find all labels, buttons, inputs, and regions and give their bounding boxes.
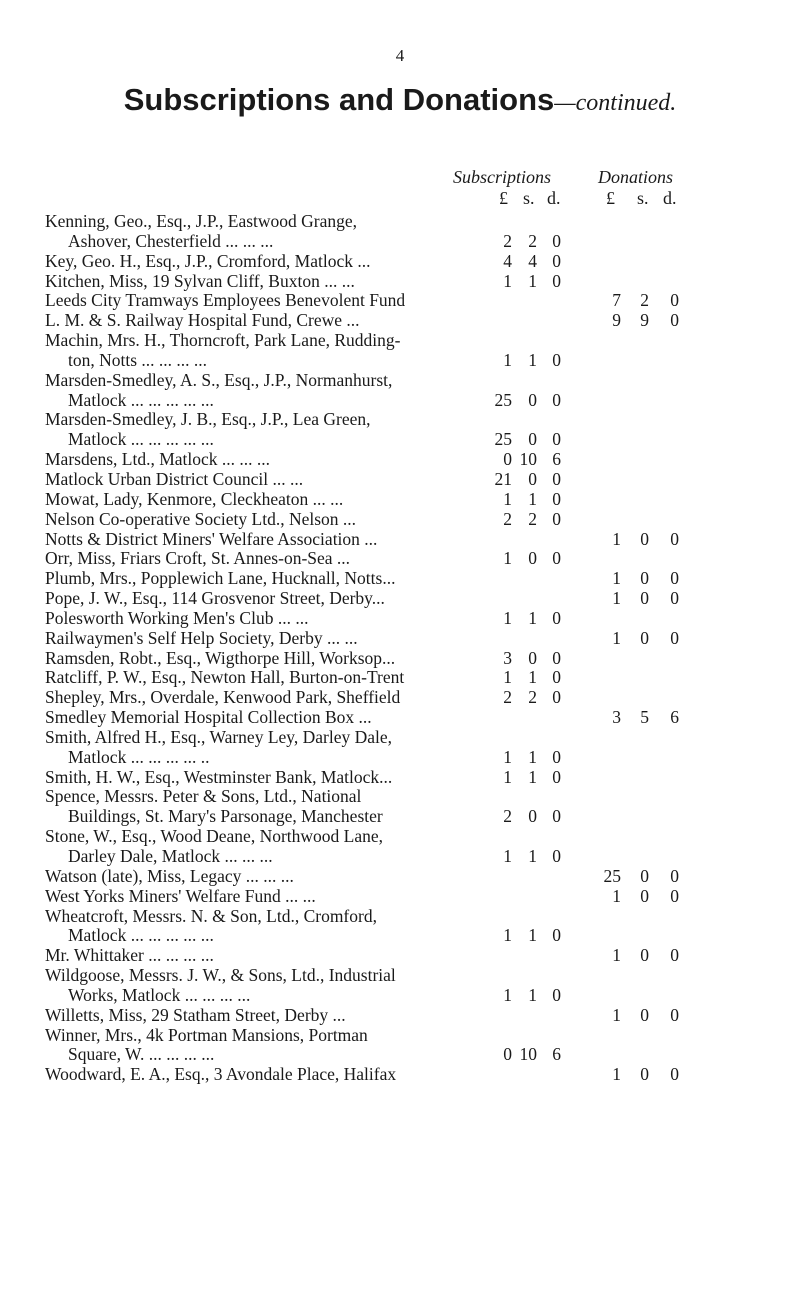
donation-pounds: 1 [612, 1004, 621, 1025]
ledger-row [0, 748, 800, 768]
donation-pence: 0 [670, 588, 679, 609]
donation-shillings: 0 [640, 885, 649, 906]
ledger-entry-text: Matlock ... ... ... ... ... [68, 389, 214, 410]
ledger-row [0, 232, 800, 252]
ledger-row [0, 1006, 800, 1026]
subscription-pence: 0 [552, 846, 561, 866]
ledger-entry-text: Willetts, Miss, 29 Statham Street, Derby ... [45, 1004, 346, 1025]
ledger-row [0, 787, 800, 807]
subscription-shillings: 2 [528, 687, 537, 708]
subscription-pounds: 0 [503, 1044, 512, 1065]
donation-shillings: 0 [640, 568, 649, 589]
subscription-pounds: 1 [503, 846, 512, 866]
subscription-shillings: 1 [528, 607, 537, 628]
donation-shillings: 0 [640, 588, 649, 609]
subscription-shillings: 10 [519, 449, 537, 470]
donation-pounds: 7 [612, 290, 621, 311]
ledger-entry-text: Matlock ... ... ... ... ... [68, 925, 214, 946]
donation-pence: 0 [670, 290, 679, 311]
subscription-pence: 0 [552, 746, 561, 767]
ledger-row [0, 966, 800, 986]
subscription-pounds: 2 [503, 806, 512, 827]
ledger-entry-text: Mr. Whittaker ... ... ... ... [45, 945, 214, 966]
ledger-row [0, 986, 800, 1006]
donation-pence: 0 [670, 1064, 679, 1085]
subscription-pence: 0 [552, 548, 561, 569]
ledger-list [0, 212, 800, 1085]
ledger-row [0, 907, 800, 927]
donation-pence: 0 [670, 528, 679, 549]
ledger-row [0, 847, 800, 867]
subscription-pounds: 1 [503, 349, 512, 370]
ledger-entry-text: Works, Matlock ... ... ... ... [68, 984, 251, 1005]
donation-pence: 0 [670, 885, 679, 906]
subscription-shillings: 1 [528, 746, 537, 767]
ledger-row [0, 252, 800, 272]
ledger-entry-text: Woodward, E. A., Esq., 3 Avondale Place, Halifax [45, 1064, 397, 1085]
ledger-row [0, 490, 800, 510]
ledger-row [0, 510, 800, 530]
subscription-pence: 0 [552, 429, 561, 450]
ledger-row [0, 311, 800, 331]
donation-shillings: 2 [640, 290, 649, 311]
donation-shillings: 9 [640, 310, 649, 331]
donation-pounds: 1 [612, 885, 621, 906]
subscription-shillings: 1 [528, 488, 537, 509]
subscription-pounds: 1 [503, 925, 512, 946]
donation-shillings: 5 [640, 707, 649, 728]
subscription-pounds: 1 [503, 607, 512, 628]
subscription-pounds: 2 [503, 508, 512, 529]
ledger-entry-text: Notts & District Miners' Welfare Association ... [45, 528, 378, 549]
subscription-shillings: 1 [528, 984, 537, 1005]
donation-pence: 0 [670, 945, 679, 966]
ledger-entry-text: Spence, Messrs. Peter & Sons, Ltd., National [45, 786, 362, 807]
ledger-entry-text: Matlock ... ... ... ... ... [68, 429, 214, 450]
subscription-pence: 0 [552, 647, 561, 668]
ledger-row [0, 867, 800, 887]
subscription-pounds: 1 [503, 270, 512, 291]
subscription-pounds: 2 [503, 687, 512, 708]
subscription-pence: 0 [552, 806, 561, 827]
ledger-row [0, 768, 800, 788]
ledger-entry-text: Smith, Alfred H., Esq., Warney Ley, Darley Dale, [45, 726, 393, 747]
unit-pound-subs: £ [499, 188, 508, 208]
donation-pounds: 1 [612, 528, 621, 549]
ledger-entry-text: Buildings, St. Mary's Parsonage, Manchester [68, 806, 383, 827]
unit-pound-dons: £ [606, 188, 615, 208]
donation-shillings: 0 [640, 528, 649, 549]
ledger-row [0, 688, 800, 708]
subscription-pence: 0 [552, 488, 561, 509]
subscription-pence: 0 [552, 230, 561, 251]
donation-shillings: 0 [640, 945, 649, 966]
subscription-shillings: 1 [528, 667, 537, 688]
subscription-pence: 0 [552, 508, 561, 529]
ledger-entry-text: Kenning, Geo., Esq., J.P., Eastwood Grange, [45, 211, 358, 231]
donation-pence: 0 [670, 1004, 679, 1025]
donation-pounds: 1 [612, 588, 621, 609]
donation-shillings: 0 [640, 1004, 649, 1025]
subscription-shillings: 2 [528, 508, 537, 529]
subscription-shillings: 4 [528, 250, 537, 271]
ledger-row [0, 629, 800, 649]
subscription-pence: 0 [552, 984, 561, 1005]
unit-pence-subs: d. [547, 188, 561, 208]
ledger-row [0, 569, 800, 589]
ledger-row [0, 291, 800, 311]
page-title [0, 82, 800, 118]
ledger-entry-text: Nelson Co-operative Society Ltd., Nelson ... [45, 508, 357, 529]
ledger-entry-text: Marsdens, Ltd., Matlock ... ... ... [45, 449, 271, 470]
ledger-row [0, 1026, 800, 1046]
ledger-entry-text: Kitchen, Miss, 19 Sylvan Cliff, Buxton ... ... [45, 270, 355, 291]
subscription-pence: 0 [552, 250, 561, 271]
subscription-pounds: 4 [503, 250, 512, 271]
subscription-pence: 0 [552, 667, 561, 688]
ledger-row [0, 589, 800, 609]
subscription-pounds: 1 [503, 746, 512, 767]
subscription-shillings: 1 [528, 925, 537, 946]
ledger-row [0, 887, 800, 907]
subscription-pence: 6 [552, 1044, 561, 1065]
donation-pounds: 1 [612, 568, 621, 589]
ledger-entry-text: Railwaymen's Self Help Society, Derby ... ... [45, 627, 358, 648]
ledger-entry-text: Watson (late), Miss, Legacy ... ... ... [45, 865, 294, 886]
donation-pounds: 25 [603, 865, 621, 886]
ledger-entry-text: West Yorks Miners' Welfare Fund ... ... [45, 885, 316, 906]
donation-pence: 0 [670, 310, 679, 331]
donation-pounds: 1 [612, 945, 621, 966]
ledger-entry-text: Smith, H. W., Esq., Westminster Bank, Matlock... [45, 766, 393, 787]
ledger-row [0, 212, 800, 232]
subscription-shillings: 0 [528, 468, 537, 489]
ledger-entry-text: Winner, Mrs., 4k Portman Mansions, Portman [45, 1024, 368, 1045]
ledger-entry-text: Wheatcroft, Messrs. N. & Son, Ltd., Cromford, [45, 905, 377, 926]
ledger-entry-text: ton, Notts ... ... ... ... [68, 349, 208, 370]
ledger-entry-text: Square, W. ... ... ... ... [68, 1044, 215, 1065]
ledger-entry-text: Marsden-Smedley, A. S., Esq., J.P., Normanhurst, [45, 369, 393, 390]
ledger-entry-text: Wildgoose, Messrs. J. W., & Sons, Ltd., Industrial [45, 965, 396, 986]
subscription-shillings: 0 [528, 806, 537, 827]
donation-shillings: 0 [640, 865, 649, 886]
donation-pounds: 3 [612, 707, 621, 728]
subscription-shillings: 1 [528, 846, 537, 866]
donation-pounds: 9 [612, 310, 621, 331]
ledger-row [0, 371, 800, 391]
ledger-entry-text: Plumb, Mrs., Popplewich Lane, Hucknall, Notts... [45, 568, 396, 589]
subscription-pounds: 3 [503, 647, 512, 668]
ledger-entry-text: Marsden-Smedley, J. B., Esq., J.P., Lea Green, [45, 409, 371, 430]
donation-pence: 6 [670, 707, 679, 728]
subscription-shillings: 0 [528, 429, 537, 450]
ledger-row [0, 609, 800, 629]
ledger-entry-text: Mowat, Lady, Kenmore, Cleckheaton ... ... [45, 488, 344, 509]
subscription-shillings: 0 [528, 647, 537, 668]
ledger-entry-text: Machin, Mrs. H., Thorncroft, Park Lane, Rudding- [45, 330, 401, 351]
subscriptions-header: Subscriptions [453, 167, 552, 187]
ledger-row [0, 1045, 800, 1065]
subscription-pence: 0 [552, 766, 561, 787]
ledger-row [0, 946, 800, 966]
unit-shilling-subs: s. [523, 188, 535, 208]
ledger-row [0, 530, 800, 550]
page-number: 4 [395, 46, 405, 65]
subscription-pounds: 1 [503, 548, 512, 569]
ledger-row [0, 827, 800, 847]
subscription-pence: 0 [552, 925, 561, 946]
ledger-row [0, 708, 800, 728]
subscription-shillings: 1 [528, 349, 537, 370]
ledger-row [0, 331, 800, 351]
subscription-pence: 0 [552, 468, 561, 489]
subscription-pence: 0 [552, 687, 561, 708]
ledger-entry-text: Shepley, Mrs., Overdale, Kenwood Park, Sheffield [45, 687, 401, 708]
subscription-pounds: 21 [494, 468, 512, 489]
unit-shilling-dons: s. [637, 188, 649, 208]
ledger-row [0, 410, 800, 430]
subscription-pounds: 2 [503, 230, 512, 251]
donation-shillings: 0 [640, 1064, 649, 1085]
subscription-pounds: 1 [503, 766, 512, 787]
ledger-row [0, 272, 800, 292]
subscription-pounds: 0 [503, 449, 512, 470]
ledger-entry-text: Orr, Miss, Friars Croft, St. Annes-on-Sea ... [45, 548, 351, 569]
subscription-pence: 0 [552, 389, 561, 410]
donation-pence: 0 [670, 568, 679, 589]
subscription-pounds: 25 [494, 429, 512, 450]
donation-pence: 0 [670, 865, 679, 886]
subscription-shillings: 0 [528, 548, 537, 569]
ledger-row [0, 351, 800, 371]
donations-header: Donations [598, 167, 674, 187]
ledger-entry-text: Darley Dale, Matlock ... ... ... [68, 846, 273, 866]
ledger-row [0, 391, 800, 411]
subscription-pence: 0 [552, 270, 561, 291]
subscription-pence: 0 [552, 349, 561, 370]
subscription-shillings: 0 [528, 389, 537, 410]
ledger-row [0, 470, 800, 490]
ledger-row [0, 807, 800, 827]
ledger-entry-text: Matlock ... ... ... ... .. [68, 746, 210, 767]
ledger-entry-text: Ratcliff, P. W., Esq., Newton Hall, Burton-on-Trent [45, 667, 405, 688]
subscription-pounds: 25 [494, 389, 512, 410]
ledger-entry-text: Ashover, Chesterfield ... ... ... [68, 230, 274, 251]
title-continued: —continued. [554, 90, 677, 116]
ledger-row [0, 668, 800, 688]
ledger-row [0, 430, 800, 450]
donation-pounds: 1 [612, 627, 621, 648]
ledger-entry-text: Ramsden, Robt., Esq., Wigthorpe Hill, Worksop... [45, 647, 396, 668]
ledger-entry-text: L. M. & S. Railway Hospital Fund, Crewe ... [45, 310, 360, 331]
ledger-entry-text: Smedley Memorial Hospital Collection Box ... [45, 707, 372, 728]
ledger-row [0, 450, 800, 470]
ledger-entry-text: Matlock Urban District Council ... ... [45, 468, 304, 489]
subscription-pence: 0 [552, 607, 561, 628]
ledger-row [0, 649, 800, 669]
ledger-row [0, 549, 800, 569]
donation-shillings: 0 [640, 627, 649, 648]
unit-pence-dons: d. [663, 188, 677, 208]
ledger-row [0, 728, 800, 748]
ledger-entry-text: Stone, W., Esq., Wood Deane, Northwood Lane, [45, 826, 384, 847]
subscription-pounds: 1 [503, 667, 512, 688]
subscription-pounds: 1 [503, 984, 512, 1005]
ledger-row [0, 926, 800, 946]
ledger-entry-text: Key, Geo. H., Esq., J.P., Cromford, Matlock ... [45, 250, 371, 271]
donation-pence: 0 [670, 627, 679, 648]
ledger-entry-text: Pope, J. W., Esq., 114 Grosvenor Street, Derby... [45, 588, 385, 609]
donation-pounds: 1 [612, 1064, 621, 1085]
subscription-shillings: 1 [528, 766, 537, 787]
ledger-entry-text: Polesworth Working Men's Club ... ... [45, 607, 309, 628]
subscription-shillings: 2 [528, 230, 537, 251]
title-main: Subscriptions and Donations [123, 82, 555, 117]
ledger-entry-text: Leeds City Tramways Employees Benevolent Fund [45, 290, 406, 311]
ledger-row [0, 1065, 800, 1085]
subscription-shillings: 1 [528, 270, 537, 291]
subscription-pounds: 1 [503, 488, 512, 509]
subscription-shillings: 10 [519, 1044, 537, 1065]
subscription-pence: 6 [552, 449, 561, 470]
